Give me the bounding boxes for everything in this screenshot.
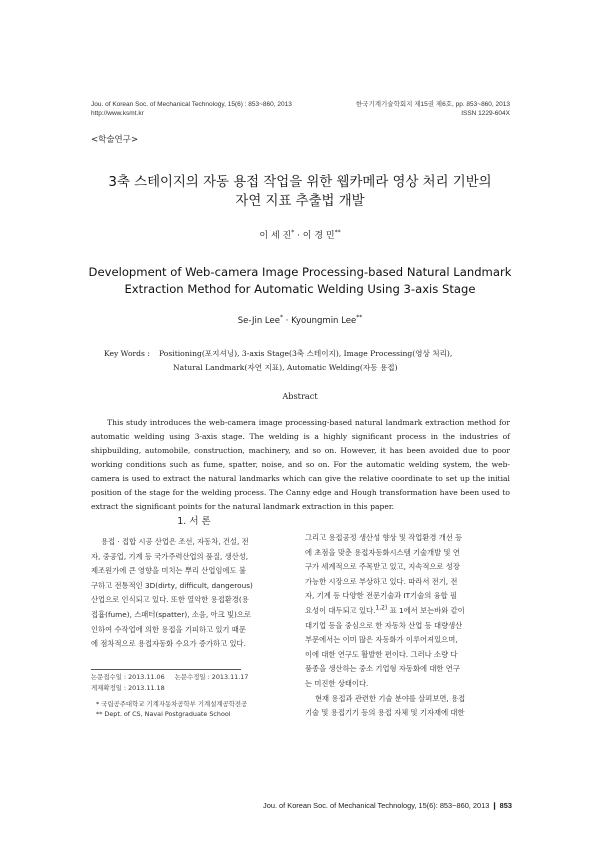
english-title-line2: Extraction Method for Automatic Welding Using 3-axis Stage: [124, 282, 476, 296]
revised-date: 논문수정일 : 2013.11.17: [174, 673, 249, 681]
author-separator: ·: [282, 316, 292, 326]
english-title: [0, 264, 600, 298]
section-heading: 1. 서 론: [177, 516, 211, 527]
footer-citation: Jou. of Korean Soc. of Mechanical Technology, 15(6): 853~860, 2013: [263, 801, 492, 810]
text-line: 자, 중공업, 기계 등 국가주력산업의 품질, 생산성,: [91, 551, 249, 561]
page-footer: [263, 801, 512, 810]
korean-title: [0, 173, 600, 211]
text-line: 산업으로 인식되고 있다. 또한 열악한 용접환경(용: [91, 595, 249, 605]
footnote-dates: [91, 672, 306, 682]
affiliation-mark-2: **: [356, 314, 363, 322]
korean-title-line1: 3축 스테이지의 자동 용접 작업을 위한 웹카메라 영상 처리 기반의: [108, 175, 492, 190]
affiliation-2: ** Dept. of CS, Naval Postgraduate School: [96, 710, 231, 718]
text-line: 요성이 대두되고 있다.: [305, 605, 376, 615]
journal-url: http://www.ksmt.kr: [91, 110, 144, 117]
affiliation-1: * 국립공주대학교 기계자동차공학부 기계설계공학전공: [96, 700, 248, 708]
accepted-date: 게재확정일 : 2013.11.18: [91, 684, 165, 692]
korean-author-1: 이 세 진: [259, 231, 292, 241]
right-column: [305, 531, 511, 721]
affiliation-mark-2: **: [334, 229, 341, 236]
text-line: 그리고 용접공정 생산성 향상 및 작업환경 개선 등: [305, 533, 463, 542]
text-line: 제조원가에 큰 영향을 미치는 뿌리 산업임에도 불: [91, 566, 246, 576]
text-line: 접흄(fume), 스패터(spatter), 소음, 아크 빛)으로: [91, 609, 251, 619]
english-title-line1: Development of Web-camera Image Processing-based Natural Landmark: [88, 265, 512, 279]
left-column: [91, 535, 297, 652]
abstract-text: This study introduces the web-camera image processing-based natural landmark extraction method for automatic welding using 3-axis stage. The welding is a highly significant process in the industries of shipbuilding, automobile, construction, machinery, and so on. However, it has been avoided due to poor working conditions such as fume, spatter, noise, and so on. For the automatic welding system, the web-camera is used to extract the natural landmarks which can give the relative coordinate to set up the initial position of the stage for the welding process. The Canny edge and Hough transformation have been used to extract the significant points for the natural landmark extraction in this paper.: [91, 418, 510, 511]
text-line: 구하고 전통적인 3D(dirty, difficult, dangerous): [91, 580, 253, 590]
text-line: 는 미진한 상태이다.: [305, 678, 369, 688]
korean-authors: [0, 228, 600, 241]
submitted-date: 논문접수일 : 2013.11.06: [91, 673, 165, 681]
text-line: 인하여 수작업에 의한 용접을 기피하고 있기 때문: [91, 624, 246, 634]
author-separator: ·: [294, 231, 303, 241]
intro-paragraph-cont: [305, 531, 511, 692]
journal-header-left: [91, 100, 292, 118]
text-line: 구가 세계적으로 주목받고 있고, 지속적으로 성장: [305, 562, 460, 572]
korean-title-line2: 자연 지표 추출법 개발: [235, 194, 365, 209]
journal-citation-korean: 한국기계기술학회지 제15권 제6호, pp. 853~860, 2013: [355, 101, 510, 108]
issn: ISSN 1229-604X: [461, 110, 510, 117]
korean-author-2: 이 경 민: [302, 231, 335, 241]
text-line: 품종을 생산하는 중소 기업형 자동화에 대한 연구: [305, 664, 460, 674]
keywords-line2: Natural Landmark(자연 지표), Automatic Welding(자동 용접): [173, 363, 398, 372]
intro-paragraph: [91, 535, 297, 652]
page-number: 853: [497, 801, 512, 810]
text-line: 에 초점을 맞춘 용접자동화시스템 기술개발 및 연: [305, 547, 460, 557]
citation-mark: 1,2): [375, 604, 388, 612]
journal-citation: Jou. of Korean Soc. of Mechanical Technology, 15(6) : 853~860, 2013: [91, 101, 292, 108]
text-line: 현재 용접과 관련한 기술 분야를 살펴보면, 용접: [315, 693, 466, 703]
keywords-label: Key Words :: [104, 349, 150, 358]
english-authors: [0, 316, 600, 326]
journal-header-right: [356, 100, 510, 118]
affiliation-mark-1: *: [291, 229, 295, 236]
footnote-divider: [91, 669, 241, 670]
text-line: 에 점차적으로 용접자동화 수요가 증가하고 있다.: [91, 639, 246, 649]
text-line: 표 1에서 보는바와 같이: [389, 605, 465, 615]
footer-separator: ❙: [491, 801, 498, 810]
text-line: 대기업 등을 중심으로 한 자동차 산업 등 대량생산: [305, 620, 463, 630]
text-line: 이에 대한 연구도 활발한 편이다. 그러나 소량 다: [305, 649, 458, 659]
keywords-line1: Positioning(포지셔닝), 3-axis Stage(3축 스테이지), Image Processing(영상 처리),: [159, 349, 453, 358]
text-line: 부문에서는 이미 많은 자동화가 이루어져있으며,: [305, 635, 458, 645]
keywords: [104, 347, 524, 375]
paragraph-2: [305, 692, 511, 721]
abstract-heading: Abstract: [282, 391, 318, 401]
text-line: 자, 기계 등 다양한 전문기술과 IT기술의 융합 필: [305, 591, 458, 601]
affiliation-mark-1: *: [279, 314, 283, 322]
text-line: 용접 · 접합 시공 산업은 조선, 자동차, 건설, 전: [101, 537, 249, 546]
english-author-2: Kyoungmin Lee: [291, 316, 357, 326]
text-line: 기술 및 용접기기 등의 용접 자체 및 기자재에 대한: [305, 708, 465, 718]
text-line: 가능한 시장으로 부상하고 있다. 따라서 전기, 전: [305, 576, 458, 586]
article-type-label: <학술연구>: [91, 135, 139, 145]
english-author-1: Se-Jin Lee: [237, 316, 280, 326]
